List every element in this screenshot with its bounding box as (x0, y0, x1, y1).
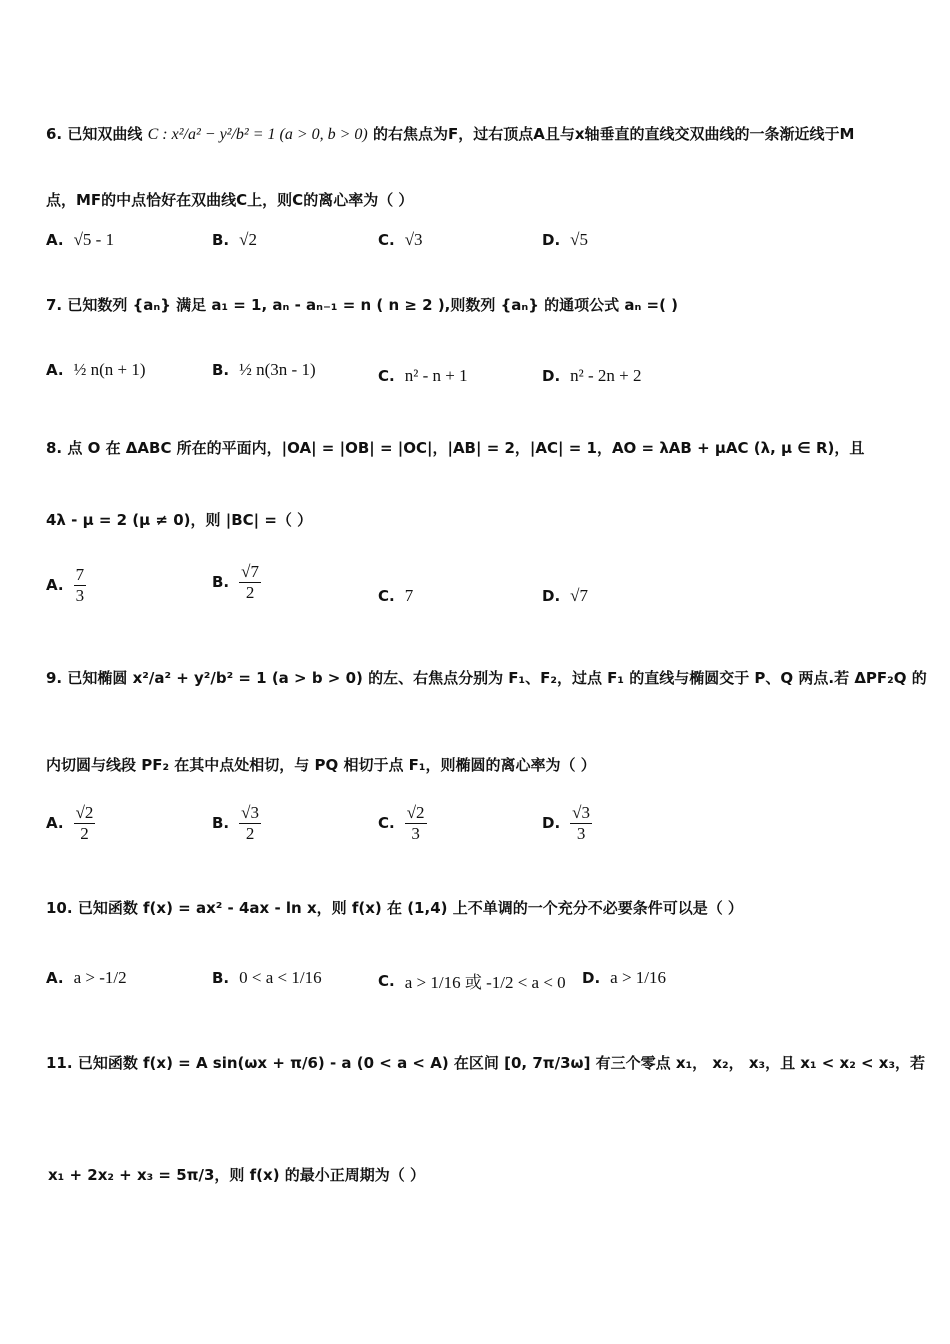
fraction: $\frac{√3}{2}$ (241, 803, 259, 843)
q10-option-a[interactable]: A. a > -1/2 (46, 968, 127, 987)
question-number: 10. (46, 899, 73, 917)
q7-option-d[interactable]: D. n² - 2n + 2 (542, 366, 642, 385)
question-number: 8. (46, 439, 63, 457)
question-number: 11. (46, 1054, 73, 1072)
q7-option-c[interactable]: C. n² - n + 1 (378, 366, 468, 385)
q9-option-d[interactable]: D. $\frac{√3}{3}$ (542, 803, 590, 843)
q8-option-c[interactable]: C. 7 (378, 586, 414, 605)
question-9-line-2: 内切圆与线段 PF₂ 在其中点处相切，与 PQ 相切于点 F₁，则椭圆的离心率为（ ） (46, 756, 596, 774)
q10-option-b[interactable]: B. 0 < a < 1/16 (212, 968, 322, 987)
question-7-line-1: 7. 已知数列 {aₙ} 满足 a₁ = 1, aₙ - aₙ₋₁ = n ( n ≥ 2 ),则数列 {aₙ} 的通项公式 aₙ =( ) (46, 296, 679, 314)
question-6-line-2: 点，MF的中点恰好在双曲线C上，则C的离心率为（ ） (46, 191, 414, 209)
question-9-line-1: 9. 已知椭圆 x²/a² + y²/b² = 1 (a > b > 0) 的左、右焦点分别为 F₁、F₂，过点 F₁ 的直线与椭圆交于 P、Q 两点.若 ΔPF₂Q 的 (46, 669, 927, 687)
q7-option-a[interactable]: A. ½ n(n + 1) (46, 360, 146, 379)
q8-option-d[interactable]: D. √7 (542, 586, 588, 605)
q6-option-a[interactable]: A. √5 - 1 (46, 230, 115, 249)
q6-option-c[interactable]: C. √3 (378, 230, 423, 249)
q6-option-b[interactable]: B. √2 (212, 230, 257, 249)
question-8-line-1: 8. 点 O 在 ΔABC 所在的平面内，|OA| = |OB| = |OC|，|AB| = 2，|AC| = 1，AO = λAB + μAC (λ, μ ∈ R)，且 (46, 439, 865, 457)
fraction: $\frac{√2}{2}$ (75, 803, 94, 843)
fraction: $\frac{√7}{2}$ (241, 562, 259, 602)
q10-option-c[interactable]: C. a > 1/16 或 -1/2 < a < 0 (378, 971, 566, 992)
q9-option-c[interactable]: C. $\frac{√2}{3}$ (378, 803, 425, 843)
q8-option-a[interactable]: A. $\frac{7}{3}$ (46, 565, 85, 605)
question-number: 7. (46, 296, 63, 314)
question-6-line-1: 6. 已知双曲线 C : x²/a² − y²/b² = 1 (a > 0, b > 0) 的右焦点为F，过右顶点A且与x轴垂直的直线交双曲线的一条渐近线于M (46, 125, 855, 143)
q9-option-b[interactable]: B. $\frac{√3}{2}$ (212, 803, 259, 843)
q8-option-b[interactable]: B. $\frac{√7}{2}$ (212, 562, 259, 602)
fraction: $\frac{√2}{3}$ (406, 803, 425, 843)
question-10-line-1: 10. 已知函数 f(x) = ax² - 4ax - ln x，则 f(x) 在 (1,4) 上不单调的一个充分不必要条件可以是（ ） (46, 899, 743, 917)
question-number: 9. (46, 669, 63, 687)
fraction: $\frac{√3}{3}$ (572, 803, 590, 843)
q10-option-d[interactable]: D. a > 1/16 (582, 968, 667, 987)
question-11-line-1: 11. 已知函数 f(x) = A sin(ωx + π/6) - a (0 < a < A) 在区间 [0, 7π/3ω] 有三个零点 x₁， x₂， x₃，且 x₁ < x₂ < x₃，若 (46, 1054, 926, 1072)
fraction: $\frac{7}{3}$ (75, 565, 85, 605)
question-number: 6. (46, 125, 63, 143)
q7-option-b[interactable]: B. ½ n(3n - 1) (212, 360, 316, 379)
q9-option-a[interactable]: A. $\frac{√2}{2}$ (46, 803, 94, 843)
q6-option-d[interactable]: D. √5 (542, 230, 588, 249)
hyperbola-equation: C : x²/a² − y²/b² = 1 (a > 0, b > 0) (147, 126, 368, 143)
question-8-line-2: 4λ - μ = 2 (μ ≠ 0)，则 |BC| =（ ） (46, 511, 313, 529)
question-11-line-2: x₁ + 2x₂ + x₃ = 5π/3，则 f(x) 的最小正周期为（ ） (48, 1166, 426, 1184)
